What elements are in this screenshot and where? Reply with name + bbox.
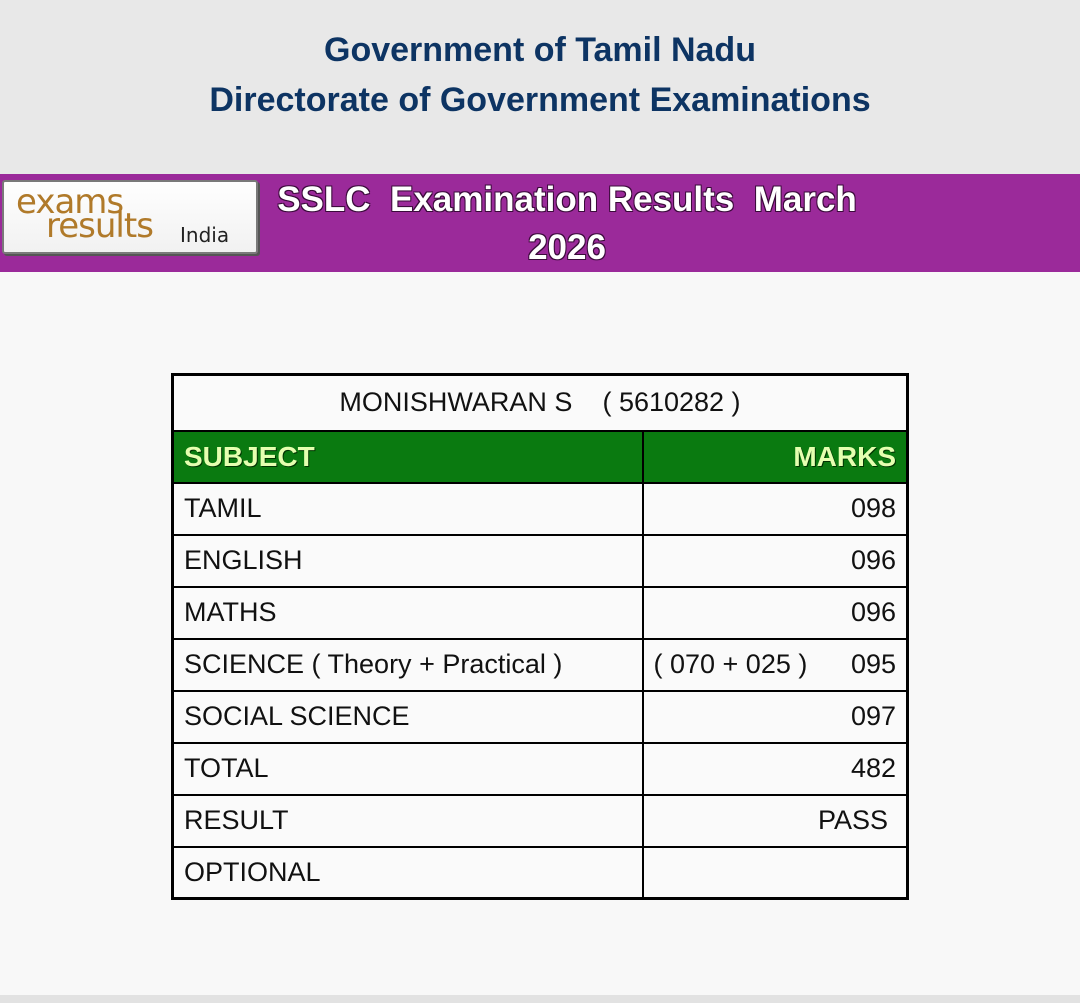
marks-cell [643,639,908,691]
result-value: PASS [643,795,908,847]
subject-cell: SOCIAL SCIENCE [173,691,643,743]
total-marks: 482 [643,743,908,795]
marks-table [171,373,909,900]
table-row [173,847,908,899]
logo-india-text: India [180,223,230,247]
optional-value [643,847,908,899]
science-breakdown: ( 070 + 025 ) [653,649,808,679]
marks-cell: 098 [643,483,908,535]
results-banner [0,174,1080,272]
table-row [173,795,908,847]
optional-label: OPTIONAL [173,847,643,899]
roll-number: ( 5610282 ) [602,387,741,418]
page-header [0,0,1080,174]
result-label: RESULT [173,795,643,847]
exam-results-title: SSLC Examination Results March 2026 [277,180,857,267]
student-name-cell [173,375,908,431]
logo-results-text: results [46,206,153,246]
student-name: MONISHWARAN S [339,387,573,418]
subject-header: SUBJECT [173,431,643,483]
table-row [173,483,908,535]
table-row [173,639,908,691]
science-marks: 095 [850,649,896,679]
marks-cell: 096 [643,587,908,639]
bottom-divider [0,995,1080,1003]
subject-cell: TAMIL [173,483,643,535]
table-row [173,691,908,743]
subject-cell: ENGLISH [173,535,643,587]
subject-cell: SCIENCE ( Theory + Practical ) [173,639,643,691]
marks-cell: 097 [643,691,908,743]
government-title: Government of Tamil Nadu [324,31,756,69]
student-row [173,375,908,431]
marks-cell: 096 [643,535,908,587]
exams-results-india-logo[interactable] [2,180,258,254]
total-label: TOTAL [173,743,643,795]
subject-cell: MATHS [173,587,643,639]
marks-header: MARKS [643,431,908,483]
directorate-title: Directorate of Government Examinations [209,81,871,119]
logo-exams-text: exams [16,182,124,222]
table-row [173,587,908,639]
table-row [173,535,908,587]
table-row [173,743,908,795]
table-header-row [173,431,908,483]
